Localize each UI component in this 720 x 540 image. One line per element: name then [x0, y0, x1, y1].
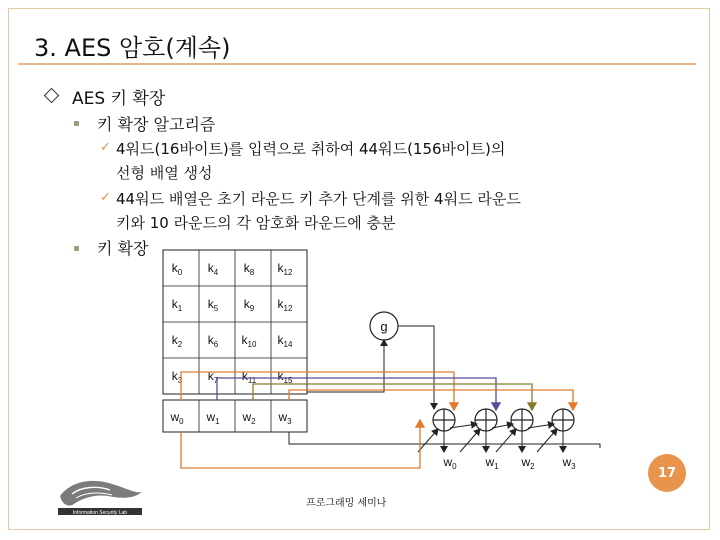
svg-text:Information Security Lab: Information Security Lab: [72, 510, 128, 516]
word-cell: $w_0$: [170, 410, 184, 426]
key-cell: $k_1$: [171, 297, 183, 313]
check-icon: ✓: [100, 140, 111, 155]
check-2-line-1: 44워드 배열은 초기 라운드 키 추가 단계를 위한 4워드 라운드: [116, 190, 521, 208]
bullet-sub-1: 키 확장 알고리즘: [97, 115, 216, 134]
check-1-line-1: 4워드(16바이트)를 입력으로 취하여 44워드(156바이트)의: [116, 140, 506, 158]
key-cell: $k_{10}$: [241, 333, 257, 349]
key-cell: $k_{14}$: [277, 333, 293, 349]
check-icon: ✓: [100, 190, 111, 205]
key-cell: $k_6$: [207, 333, 219, 349]
key-cell: $k_2$: [171, 333, 183, 349]
word-cell: $w_1$: [206, 410, 220, 426]
bullet-sub-2: 키 확장: [97, 239, 149, 258]
word-cell: $w_3$: [278, 410, 292, 426]
g-to-xor-arrow: [398, 326, 434, 409]
check-2-line-2: 키와 10 라운드의 각 암호화 라운드에 충분: [116, 214, 396, 232]
bullet-main: AES 키 확장: [72, 89, 166, 109]
slide-title: 3. AES 암호(계속): [34, 34, 231, 62]
key-cell: $k_9$: [243, 297, 255, 313]
xor-feed-arrow: [537, 429, 557, 452]
page-number-badge: 17: [648, 454, 686, 492]
g-label: g: [380, 319, 388, 334]
key-cell: $k_8$: [243, 261, 255, 277]
output-word-label: $w_2$: [521, 455, 535, 471]
key-cell: $k_{11}$: [241, 369, 257, 385]
footer-text: 프로그래밍 세미나: [306, 498, 387, 509]
xor-feed-arrow: [460, 429, 480, 452]
key-cell: $k_0$: [171, 261, 183, 277]
output-word-label: $w_3$: [562, 455, 576, 471]
key-cell: $k_3$: [171, 369, 183, 385]
key-cell: $k_{15}$: [277, 369, 293, 385]
word-cell: $w_2$: [242, 410, 256, 426]
output-word-label: $w_1$: [485, 455, 499, 471]
xor-feed-arrow: [418, 429, 438, 452]
lab-logo-icon: [52, 474, 148, 518]
output-word-label: $w_0$: [443, 455, 457, 471]
key-cell: $k_{12}$: [277, 261, 293, 277]
key-cell: $k_7$: [207, 369, 219, 385]
xor-feed-arrow: [496, 429, 516, 452]
key-cell: $k_5$: [207, 297, 219, 313]
key-cell: $k_4$: [207, 261, 219, 277]
key-cell: $k_{12}$: [277, 297, 293, 313]
check-1-line-2: 선형 배열 생성: [116, 164, 213, 182]
word-to-xor-line: [289, 390, 573, 410]
